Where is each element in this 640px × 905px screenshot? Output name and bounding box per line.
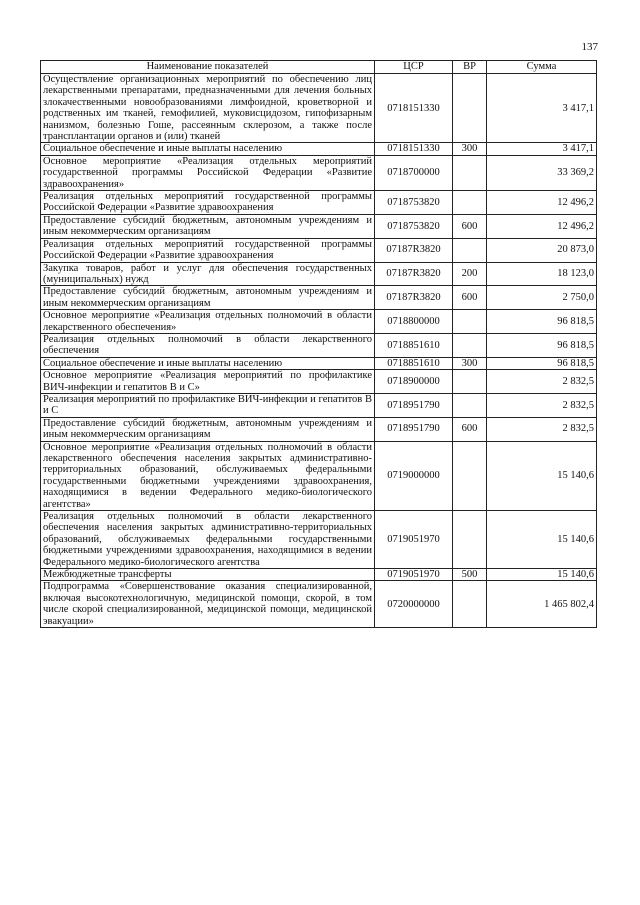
cell-name: Реализация отдельных полномочий в области лекарственного обеспечения (41, 333, 375, 357)
cell-csr: 0719000000 (375, 441, 453, 510)
cell-name: Реализация отдельных полномочий в области лекарственного обеспечения населения закрытых административно-территориальных образований, обслуживаемых федеральными государственными бюджетными учреждениями здравоохранения, находящимися в ведении Федерального медико-биологического агентства (41, 511, 375, 569)
cell-sum: 15 140,6 (487, 569, 597, 581)
header-name: Наименование показателей (41, 61, 375, 74)
cell-name: Реализация отдельных мероприятий государственной программы Российской Федерации «Развитие здравоохранения (41, 238, 375, 262)
cell-vr (453, 310, 487, 334)
table-row (41, 417, 597, 441)
cell-vr (453, 191, 487, 215)
cell-csr: 07187R3820 (375, 238, 453, 262)
budget-table (40, 60, 597, 628)
cell-sum: 96 818,5 (487, 310, 597, 334)
cell-vr: 300 (453, 357, 487, 369)
cell-vr: 600 (453, 417, 487, 441)
cell-vr (453, 155, 487, 190)
table-row (41, 333, 597, 357)
cell-name: Реализация отдельных мероприятий государственной программы Российской Федерации «Развитие здравоохранения (41, 191, 375, 215)
table-row (41, 286, 597, 310)
table-row (41, 214, 597, 238)
cell-sum: 96 818,5 (487, 357, 597, 369)
cell-name: Межбюджетные трансферты (41, 569, 375, 581)
table-row (41, 511, 597, 569)
header-vr: ВР (453, 61, 487, 74)
cell-sum: 12 496,2 (487, 191, 597, 215)
cell-vr (453, 370, 487, 394)
cell-vr (453, 581, 487, 628)
cell-vr (453, 238, 487, 262)
cell-csr: 07187R3820 (375, 286, 453, 310)
cell-csr: 0718753820 (375, 214, 453, 238)
cell-csr: 0718700000 (375, 155, 453, 190)
cell-sum: 1 465 802,4 (487, 581, 597, 628)
header-csr: ЦСР (375, 61, 453, 74)
table-row (41, 370, 597, 394)
table-row (41, 155, 597, 190)
cell-vr: 500 (453, 569, 487, 581)
cell-sum: 15 140,6 (487, 511, 597, 569)
cell-vr (453, 511, 487, 569)
cell-sum: 33 369,2 (487, 155, 597, 190)
cell-csr: 0718851610 (375, 333, 453, 357)
cell-csr: 0718151330 (375, 74, 453, 143)
table-body (41, 74, 597, 628)
cell-sum: 96 818,5 (487, 333, 597, 357)
cell-vr (453, 74, 487, 143)
table-row (41, 569, 597, 581)
cell-sum: 15 140,6 (487, 441, 597, 510)
table-row (41, 262, 597, 286)
cell-csr: 0718900000 (375, 370, 453, 394)
table-row (41, 441, 597, 510)
table-row (41, 191, 597, 215)
cell-csr: 0720000000 (375, 581, 453, 628)
cell-csr: 0718851610 (375, 357, 453, 369)
cell-name: Основное мероприятие «Реализация мероприятий по профилактике ВИЧ-инфекции и гепатитов В и С» (41, 370, 375, 394)
cell-csr: 0718951790 (375, 393, 453, 417)
table-row (41, 393, 597, 417)
table-row (41, 238, 597, 262)
table-row (41, 143, 597, 155)
table-row (41, 74, 597, 143)
cell-sum: 20 873,0 (487, 238, 597, 262)
cell-vr: 200 (453, 262, 487, 286)
cell-csr: 0718753820 (375, 191, 453, 215)
table-row (41, 310, 597, 334)
cell-sum: 3 417,1 (487, 74, 597, 143)
cell-sum: 2 832,5 (487, 417, 597, 441)
cell-csr: 0718800000 (375, 310, 453, 334)
cell-name: Основное мероприятие «Реализация отдельных полномочий в области лекарственного обеспечения» (41, 310, 375, 334)
cell-name: Предоставление субсидий бюджетным, автономным учреждениям и иным некоммерческим организациям (41, 214, 375, 238)
cell-vr (453, 333, 487, 357)
table-header-row (41, 61, 597, 74)
cell-name: Предоставление субсидий бюджетным, автономным учреждениям и иным некоммерческим организациям (41, 286, 375, 310)
cell-name: Реализация мероприятий по профилактике ВИЧ-инфекции и гепатитов В и С (41, 393, 375, 417)
cell-name: Основное мероприятие «Реализация отдельных полномочий в области лекарственного обеспечения населения закрытых административно-территориальных образований, обслуживаемых федеральными государственными бюджетными учреждениями здравоохранения, находящимися в ведении Федерального медико-биологического агентства» (41, 441, 375, 510)
cell-sum: 2 832,5 (487, 370, 597, 394)
cell-csr: 0719051970 (375, 569, 453, 581)
cell-vr: 600 (453, 214, 487, 238)
cell-csr: 07187R3820 (375, 262, 453, 286)
cell-vr: 600 (453, 286, 487, 310)
cell-name: Основное мероприятие «Реализация отдельных мероприятий государственной программы Российской Федерации «Развитие здравоохранения» (41, 155, 375, 190)
cell-name: Социальное обеспечение и иные выплаты населению (41, 357, 375, 369)
cell-csr: 0718951790 (375, 417, 453, 441)
cell-name: Закупка товаров, работ и услуг для обеспечения государственных (муниципальных) нужд (41, 262, 375, 286)
cell-csr: 0718151330 (375, 143, 453, 155)
cell-name: Социальное обеспечение и иные выплаты населению (41, 143, 375, 155)
table-row (41, 581, 597, 628)
cell-name: Предоставление субсидий бюджетным, автономным учреждениям и иным некоммерческим организациям (41, 417, 375, 441)
cell-csr: 0719051970 (375, 511, 453, 569)
cell-name: Осуществление организационных мероприятий по обеспечению лиц лекарственными препаратами, предназначенными для лечения больных злокачественными новообразованиями лимфоидной, кроветворной и родственных им тканей, гемофилией, муковисцидозом, гипофизарным нанизмом, болезнью Гоше, рассеянным склерозом, а также после трансплантации органов и (или) тканей (41, 74, 375, 143)
header-sum: Сумма (487, 61, 597, 74)
cell-vr: 300 (453, 143, 487, 155)
table-row (41, 357, 597, 369)
cell-vr (453, 393, 487, 417)
page-number: 137 (581, 41, 598, 53)
cell-sum: 3 417,1 (487, 143, 597, 155)
cell-vr (453, 441, 487, 510)
cell-sum: 2 832,5 (487, 393, 597, 417)
cell-sum: 18 123,0 (487, 262, 597, 286)
cell-name: Подпрограмма «Совершенствование оказания специализированной, включая высокотехнологичную, медицинской помощи, скорой, в том числе скорой специализированной, медицинской помощи, медицинской эвакуации» (41, 581, 375, 628)
cell-sum: 12 496,2 (487, 214, 597, 238)
cell-sum: 2 750,0 (487, 286, 597, 310)
